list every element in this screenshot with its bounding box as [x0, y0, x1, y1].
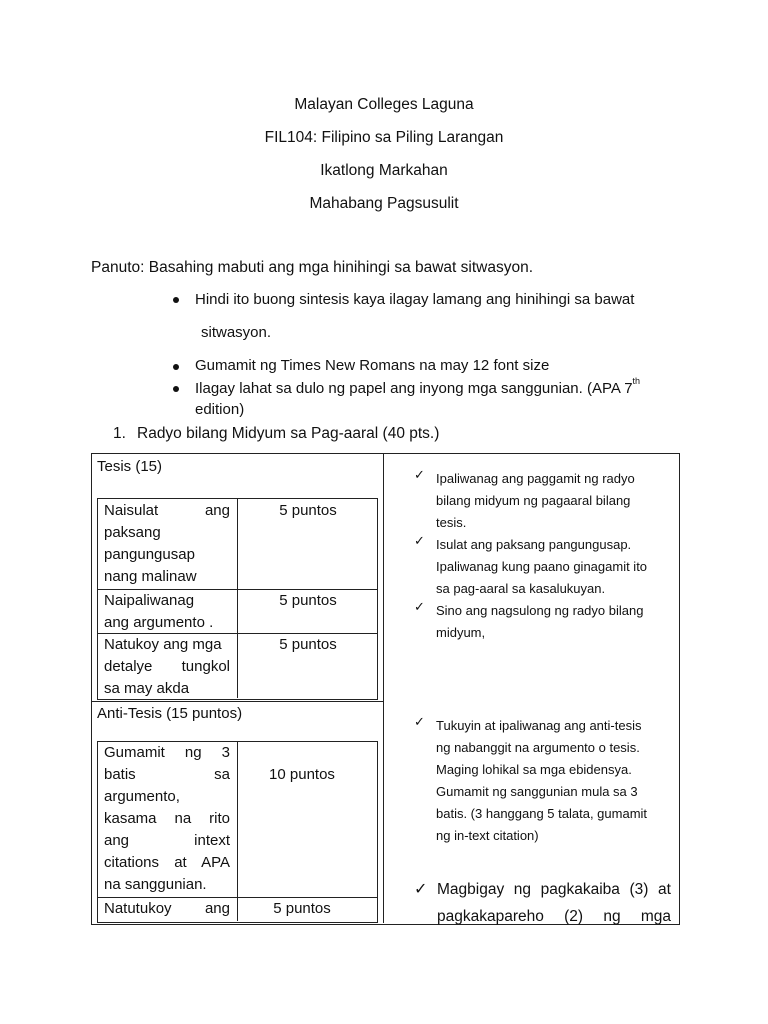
checkmark-icon: ✓ — [414, 881, 428, 898]
question-number: 1. — [113, 425, 126, 442]
question-title: Radyo bilang Midyum sa Pag-aaral (40 pts.) — [137, 425, 440, 442]
antitesis-guide-2: Magbigay ng pagkakaiba (3) at pagkakapareho (2) ng mga — [437, 881, 671, 925]
table-column-divider — [383, 453, 384, 923]
checkmark-icon: ✓ — [414, 714, 425, 729]
antitesis-criterion-2: Natutukoy ang — [104, 900, 230, 917]
checkmark-icon: ✓ — [414, 533, 425, 548]
instruction-bullet-1: Hindi ito buong sintesis kaya ilagay lamang ang hinihingi sa bawat — [195, 291, 635, 308]
tesis-guide-1: Ipaliwanag ang paggamit ng radyo bilang midyum ng pagaaral bilang tesis. — [436, 471, 635, 530]
antitesis-points-1: 10 puntos — [269, 766, 335, 783]
tesis-guide-3: Sino ang nagsulong ng radyo bilang midyum, — [436, 603, 644, 640]
instruction-bullet-2: Gumamit ng Times New Romans na may 12 font size — [195, 357, 550, 374]
bullet-dot-icon — [173, 386, 179, 392]
checkmark-icon: ✓ — [414, 467, 425, 482]
tesis-points-3: 5 puntos — [279, 636, 337, 653]
bullet-dot-icon — [173, 297, 179, 303]
tesis-criterion-1: Naisulat ang paksang pangungusap nang malinaw — [104, 502, 230, 585]
checkmark-icon: ✓ — [414, 599, 425, 614]
table-row-divider — [91, 701, 384, 702]
instruction-bullet-3-cont: edition) — [195, 401, 245, 418]
tesis-heading: Tesis (15) — [97, 458, 163, 475]
school-name: Malayan Colleges Laguna — [294, 96, 474, 113]
antitesis-guide-1: Tukuyin at ipaliwanag ang anti-tesis ng nabanggit na argumento o tesis. Maging lohikal sa mga ebidensya. Gumamit ng sanggunian mula sa 3 batis. (3 hanggang 5 talata, gumamit ng in-text citation) — [436, 718, 648, 843]
instruction-bullet-3: Ilagay lahat sa dulo ng papel ang inyong mga sanggunian. (APA 7th — [195, 376, 641, 397]
antitesis-criterion-1: Gumamit ng 3 batis sa argumento, kasama na rito ang intext citations at APA na sanggunian. — [104, 744, 230, 893]
quarter-title: Ikatlong Markahan — [320, 162, 448, 179]
tesis-criterion-2: Naipaliwanag ang argumento . — [104, 592, 214, 631]
tesis-guide-2: Isulat ang paksang pangungusap. Ipaliwanag kung paano ginagamit ito sa pag-aaral sa kasalukuyan. — [436, 537, 648, 596]
tesis-points-1: 5 puntos — [279, 502, 337, 519]
antitesis-heading: Anti-Tesis (15 puntos) — [97, 705, 243, 722]
tesis-points-2: 5 puntos — [279, 592, 337, 609]
course-title: FIL104: Filipino sa Piling Larangan — [264, 129, 504, 146]
instruction-bullet-1-cont: sitwasyon. — [201, 324, 272, 341]
panuto-text: Panuto: Basahing mabuti ang mga hinihingi sa bawat sitwasyon. — [91, 259, 534, 276]
exam-title: Mahabang Pagsusulit — [309, 195, 459, 212]
antitesis-points-2: 5 puntos — [273, 900, 331, 917]
tesis-criterion-3: Natukoy ang mga detalye tungkol sa may akda — [104, 636, 230, 697]
bullet-dot-icon — [173, 364, 179, 370]
